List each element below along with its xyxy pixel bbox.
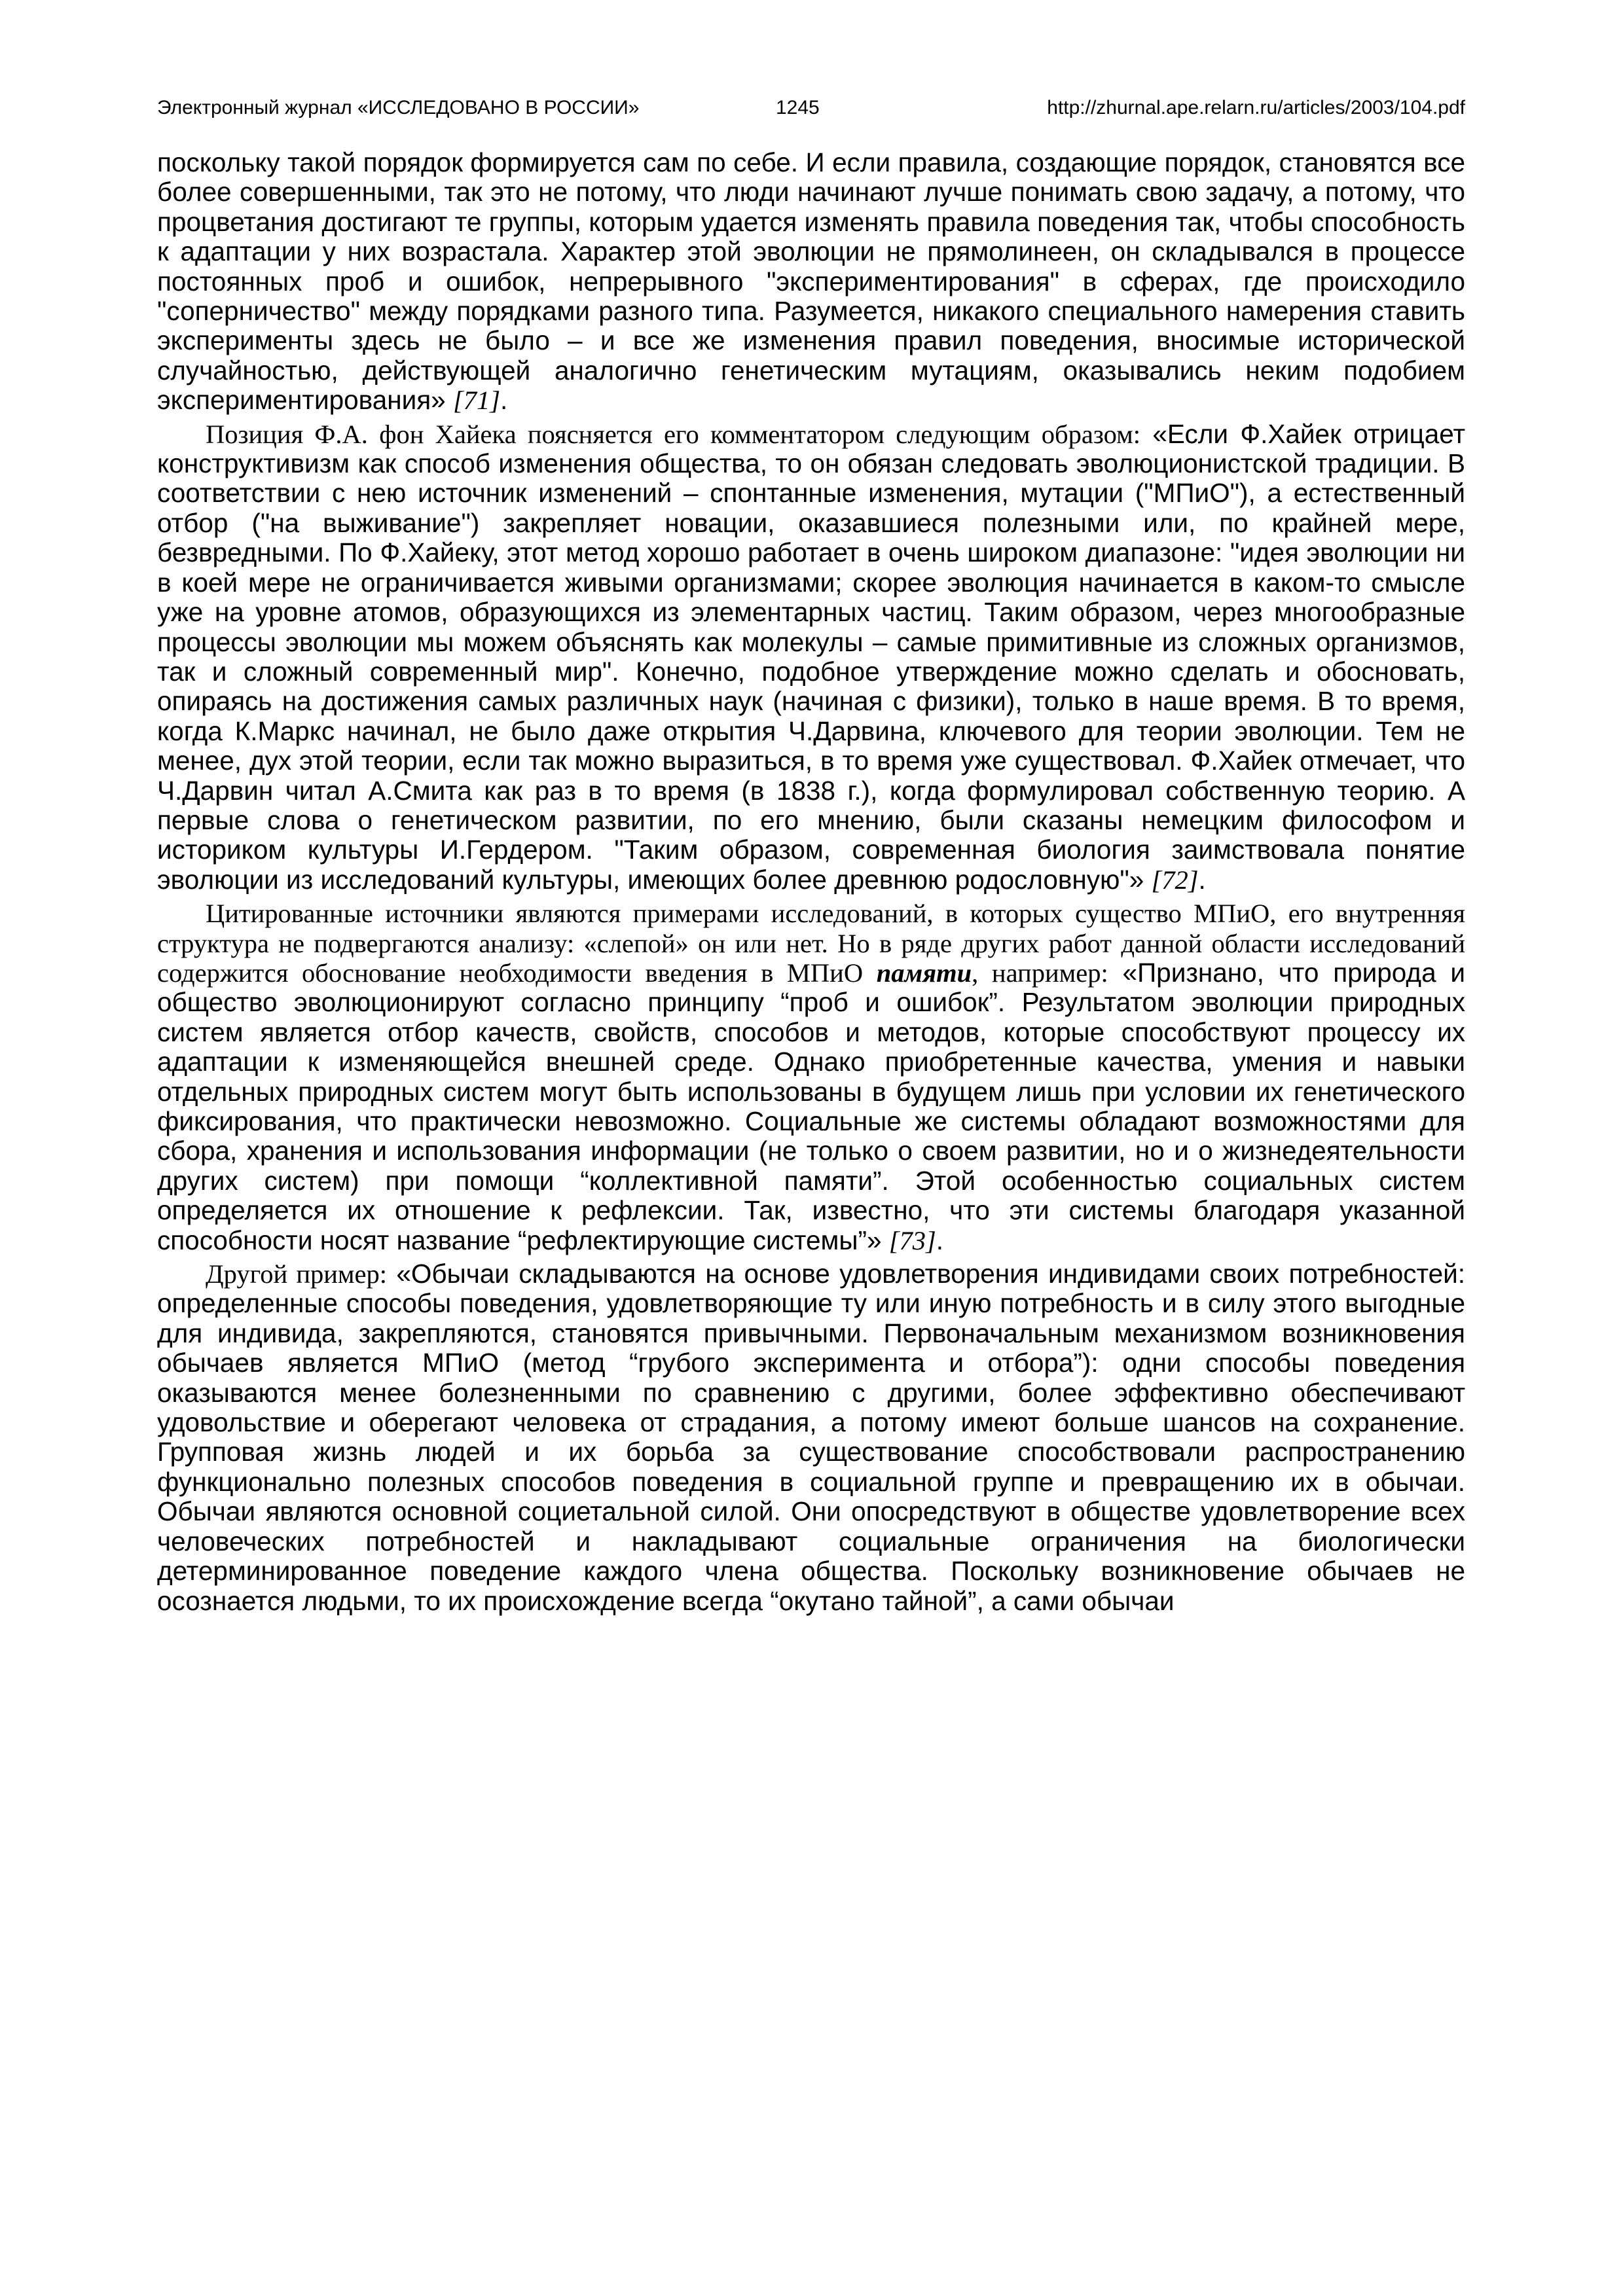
paragraph-2-text: «Если Ф.Хайек отрицает конструктивизм как способ изменения общества, то он обязан следовать эволюционистской традиции. В соответствии с нею источник изменений – спонтанные изменения, мутации ("МПиО"), а естественный отбор ("на выживание") закрепляет новации, оказавшиеся полезными или, по крайней мере, безвредными. По Ф.Хайеку, этот метод хорошо работает в очень широком диапазоне: "идея эволюции ни в коей мере не ограничивается живыми организмами; скорее эволюция начинается в каком-то смысле уже на уровне атомов, образующихся из элементарных частиц. Таким образом, через многообразные процессы эволюции мы можем объяснять как молекулы – самые примитивные из сложных организмов, так и сложный современный мир". Конечно, подобное утверждение можно сделать и обосновать, опираясь на достижения самых различных наук (начиная с физики), только в наше время. В то время, когда К.Маркс начинал, не было даже открытия Ч.Дарвина, ключевого для теории эволюции. Тем не менее, дух этой теории, если так можно выразиться, в то время уже существовал. Ф.Хайек отмечает, что Ч.Дарвин читал А.Смита как раз в то время (в 1838 г.), когда формулировал собственную теорию. А первые слова о генетическом развитии, по его мнению, были сказаны немецким философом и историком культуры И.Гердером. "Таким образом, современная биология заимствовала понятие эволюции из исследований культуры, имеющих более древнюю родословную"» <box>157 418 1465 895</box>
citation-72[interactable]: [72] <box>1151 865 1199 895</box>
paragraph-2-lead: Позиция Ф.А. фон Хайека поясняется его комментатором следующим образом: <box>206 419 1140 449</box>
paragraph-3-lead-after: , например: <box>972 958 1108 988</box>
paragraph-3-lead: Цитированные источники являются примерами исследований, в которых существо МПиО, его внутренняя структура не подвергаются анализу: «слепой» он или нет. Но в ряде других работ данной области исследований содержится обоснование необходимости введения в МПиО <box>157 899 1465 988</box>
paragraph-2-end: . <box>1198 864 1206 895</box>
page-number: 1245 <box>776 97 820 118</box>
paragraph-1 <box>157 148 1465 416</box>
page-header <box>157 92 1465 124</box>
paragraph-1-end: . <box>500 385 508 416</box>
paragraph-3 <box>157 899 1465 1255</box>
emphasis-memory: памяти <box>876 958 972 988</box>
journal-title: Электронный журнал «ИССЛЕДОВАНО В РОССИИ» <box>157 97 640 118</box>
citation-71[interactable]: [71] <box>452 386 500 416</box>
paragraph-2 <box>157 420 1465 895</box>
article-url[interactable]: http://zhurnal.ape.relarn.ru/articles/2003/104.pdf <box>1047 97 1465 118</box>
article-body <box>157 148 1465 1616</box>
paragraph-3-end: . <box>936 1225 944 1255</box>
citation-73[interactable]: [73] <box>888 1225 936 1255</box>
paragraph-1-text: поскольку такой порядок формируется сам по себе. И если правила, создающие порядок, становятся все более совершенными, так это не потому, что люди начинают лучше понимать свою задачу, а потому, что процветания достигают те группы, которым удается изменять правила поведения так, чтобы способность к адаптации у них возрастала. Характер этой эволюции не прямолинеен, он складывался в процессе постоянных проб и ошибок, непрерывного "экспериментирования" в сферах, где происходило "соперничество" между порядками разного типа. Разумеется, никакого специального намерения ставить эксперименты здесь не было – и все же изменения правил поведения, вносимые исторической случайностью, действующей аналогично генетическим мутациям, оказывались неким подобием экспериментирования» <box>157 147 1465 416</box>
paragraph-4 <box>157 1259 1465 1616</box>
paragraph-4-text: «Обычаи складываются на основе удовлетворения индивидами своих потребностей: определенные способы поведения, удовлетворяющие ту или иную потребность и в силу этого выгодные для индивида, закрепляются, становятся привычными. Первоначальным механизмом возникновения обычаев является МПиО (метод “грубого эксперимента и отбора”): одни способы поведения оказываются менее болезненными по сравнению с другими, более эффективно обеспечивают удовольствие и оберегают человека от страдания, а потому имеют больше шансов на сохранение. Групповая жизнь людей и их борьба за существование способствовали распространению функционально полезных способов поведения в социальной группе и превращению их в обычаи. Обычаи являются основной социетальной силой. Они опосредствуют в обществе удовлетворение всех человеческих потребностей и накладывают социальные ограничения на биологически детерминированное поведение каждого члена общества. Поскольку возникновение обычаев не осознается людьми, то их происхождение всегда “окутано тайной”, а сами обычаи <box>157 1259 1465 1616</box>
document-page <box>157 92 1465 1620</box>
paragraph-3-text: «Признано, что природа и общество эволюционируют согласно принципу “проб и ошибок”. Результатом эволюции природных систем является отбор качеств, свойств, способов и методов, которые способствуют процессу их адаптации к изменяющейся внешней среде. Однако приобретенные качества, умения и навыки отдельных природных систем могут быть использованы в будущем лишь при условии их генетического фиксирования, что практически невозможно. Социальные же системы обладают возможностями для сбора, хранения и использования информации (не только о своем развитии, но и о жизнедеятельности других систем) при помощи “коллективной памяти”. Этой особенностью социальных систем определяется их отношение к рефлексии. Так, известно, что эти системы благодаря указанной способности носят название “рефлектирующие системы”» <box>157 957 1465 1255</box>
paragraph-4-lead: Другой пример: <box>206 1259 388 1289</box>
